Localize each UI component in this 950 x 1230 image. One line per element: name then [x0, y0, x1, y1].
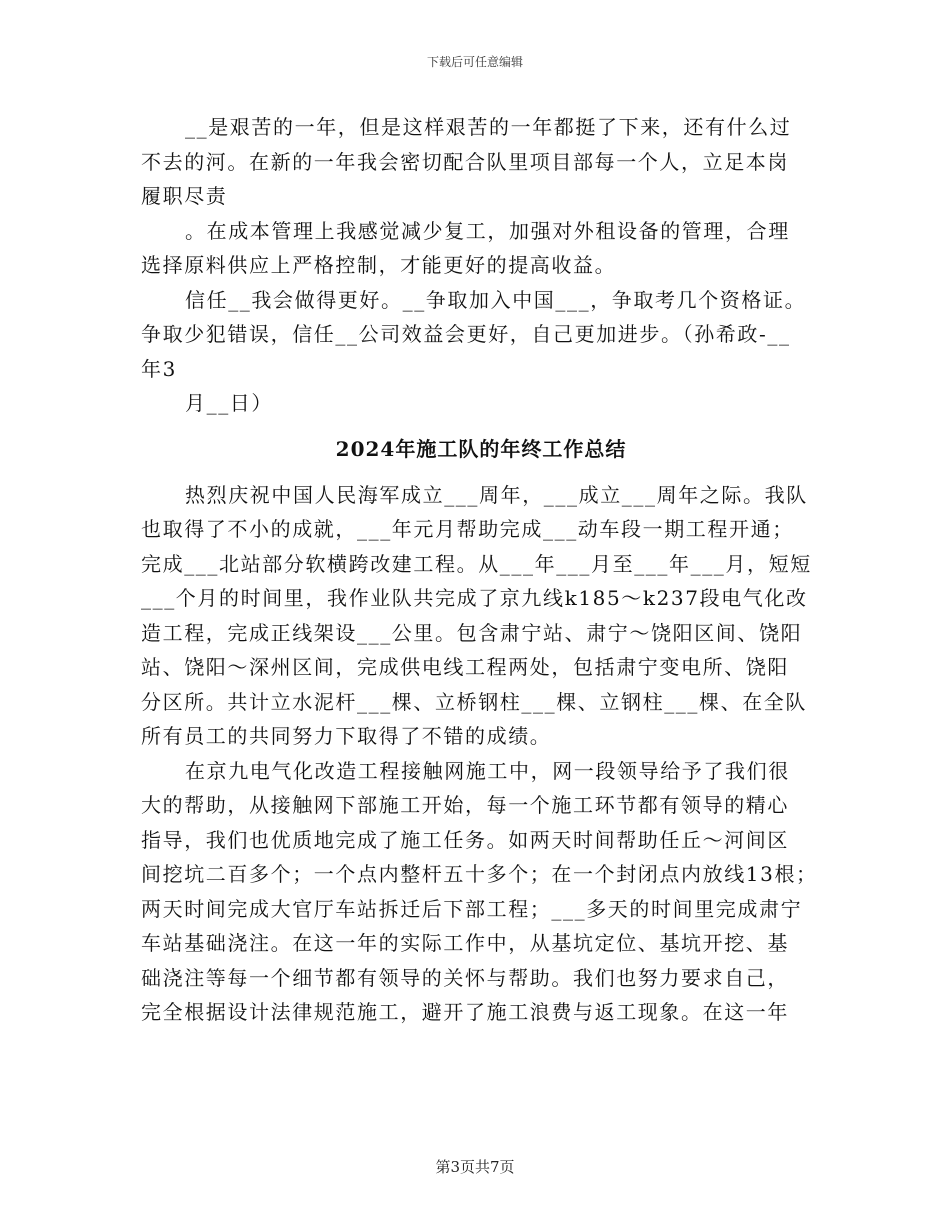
paragraph-line: 所有员工的共同努力下取得了不错的成绩。: [141, 724, 552, 748]
paragraph-line: 月__日）: [185, 391, 273, 415]
paragraph-line: 础浇注等每一个细节都有领导的关怀与帮助。我们也努力要求自己，: [141, 965, 789, 990]
paragraph-line: ___个月的时间里，我作业队共完成了京九线k185～k237段电气化改: [141, 586, 808, 610]
paragraph-line: 造工程，完成正线架设___公里。包含肃宁站、肃宁～饶阳区间、饶阳: [141, 620, 803, 645]
paragraph-line: 指导，我们也优质地完成了施工任务。如两天时间帮助任丘～河间区: [141, 827, 789, 852]
paragraph-line: 不去的河。在新的一年我会密切配合队里项目部每一个人，立足本岗: [141, 149, 789, 174]
document-title: 2024年施工队的年终工作总结: [335, 436, 627, 461]
paragraph-line: 分区所。共计立水泥杆___棵、立桥钢柱___棵、立钢柱___棵、在全队: [141, 689, 807, 714]
paragraph-line: 热烈庆祝中国人民海军成立___周年，___成立___周年之际。我队: [185, 482, 808, 507]
paragraph-line: __是艰苦的一年，但是这样艰苦的一年都挺了下来，还有什么过: [185, 115, 792, 139]
paragraph-line: 年3: [141, 356, 177, 381]
paragraph-line: 选择原料供应上严格控制，才能更好的提高收益。: [141, 253, 617, 277]
paragraph-line: 两天时间完成大官厅车站拆迁后下部工程；___多天的时间里完成肃宁: [141, 896, 803, 921]
paragraph-line: 。在成本管理上我感觉减少复工，加强对外租设备的管理，合理: [185, 218, 790, 243]
paragraph-line: 履职尽责: [141, 184, 228, 208]
paragraph-line: 完全根据设计法律规范施工，避开了施工浪费与返工现象。在这一年: [141, 1000, 789, 1024]
document-body: [141, 110, 821, 1030]
paragraph-line: 完成___北站部分软横跨改建工程。从___年___月至___年___月，短短: [141, 551, 812, 576]
paragraph-line: 信任__我会做得更好。__争取加入中国___，争取考几个资格证。: [185, 287, 807, 312]
paragraph-line: 站、饶阳～深州区间，完成供电线工程两处，包括肃宁变电所、饶阳: [141, 655, 789, 679]
paragraph-line: 车站基础浇注。在这一年的实际工作中，从基坑定位、基坑开挖、基: [141, 931, 789, 955]
paragraph-line: 在京九电气化改造工程接触网施工中，网一段领导给予了我们很: [185, 758, 790, 783]
paragraph-line: 也取得了不小的成就，___年元月帮助完成___动车段一期工程开通；: [141, 517, 794, 541]
paragraph-line: 间挖坑二百多个；一个点内整杆五十多个；在一个封闭点内放线13根；: [141, 862, 818, 886]
page-header: 下载后可任意编辑: [426, 55, 523, 69]
paragraph-line: 大的帮助，从接触网下部施工开始，每一个施工环节都有领导的精心: [141, 793, 789, 817]
paragraph-line: 争取少犯错误，信任__公司效益会更好，自己更加进步。（孙希政-__: [141, 322, 791, 346]
page-footer: 第3页共7页: [435, 1158, 515, 1176]
